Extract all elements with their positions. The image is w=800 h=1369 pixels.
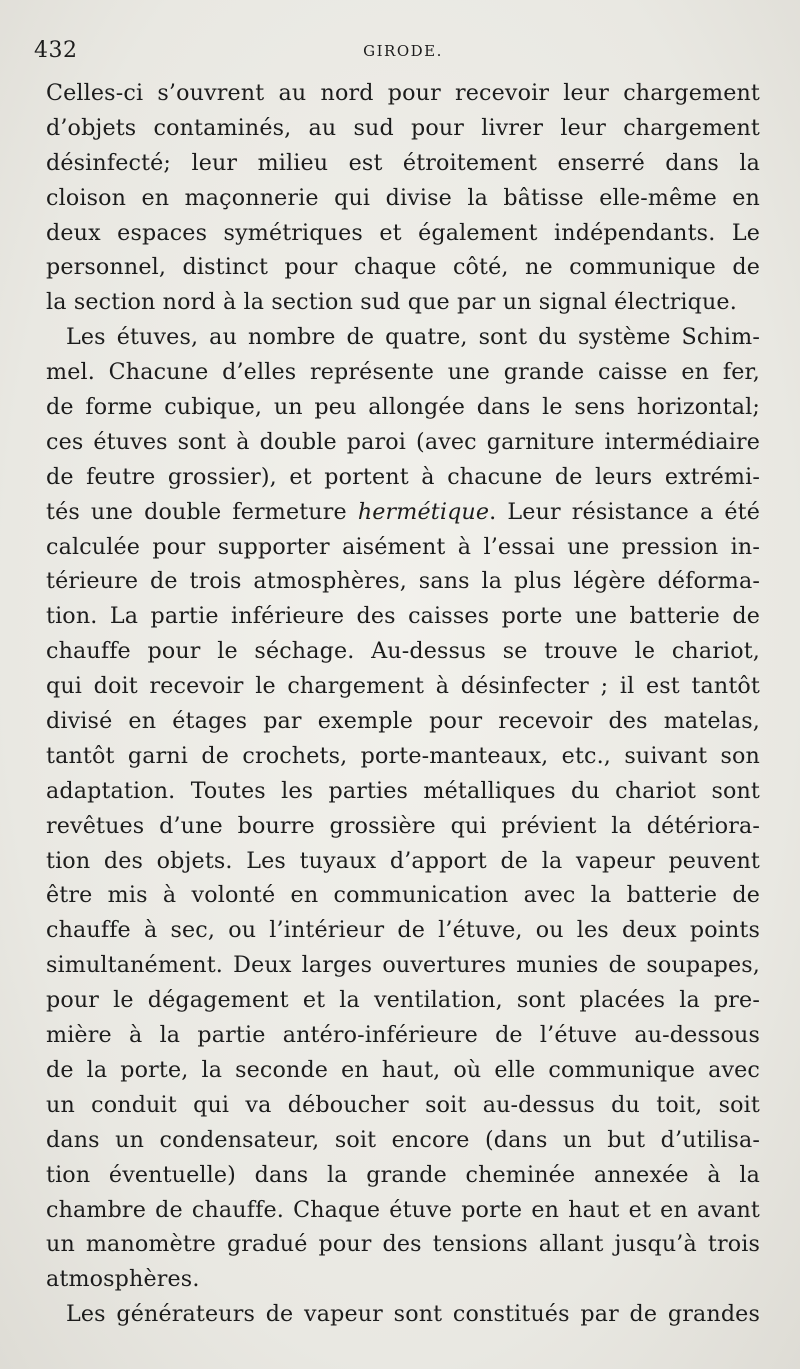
text-line: de la porte, la seconde en haut, où elle communique avec: [46, 1056, 760, 1083]
text-line: mel. Chacune d’elles représente une grande caisse en fer,: [46, 359, 760, 386]
text-line: dans un condensateur, soit encore (dans un but d’utilisa-: [46, 1126, 760, 1153]
text-line: personnel, distinct pour chaque côté, ne communique de: [46, 254, 760, 281]
text-line: qui doit recevoir le chargement à désinfecter ; il est tantôt: [46, 673, 760, 700]
emphasis-word: hermétique: [357, 498, 490, 525]
text-line: mière à la partie antéro-inférieure de l’étuve au-dessous: [46, 1022, 760, 1049]
text-line: la section nord à la section sud que par un signal électrique.: [46, 289, 737, 316]
text-line: Les étuves, au nombre de quatre, sont du système Schim-: [66, 324, 760, 351]
text-line: un conduit qui va déboucher soit au-dessus du toit, soit: [46, 1091, 760, 1118]
text-line-with-emphasis: [46, 495, 760, 530]
text-line: divisé en étages par exemple pour recevoir des matelas,: [46, 708, 760, 735]
text-line: tion. La partie inférieure des caisses porte une batterie de: [46, 603, 760, 630]
text-line: calculée pour supporter aisément à l’essai une pression in-: [46, 533, 760, 560]
page-number: 432: [34, 38, 78, 63]
page-header: [34, 38, 772, 68]
text-line: térieure de trois atmosphères, sans la plus légère déforma-: [46, 568, 760, 595]
text-line: chambre de chauffe. Chaque étuve porte en haut et en avant: [46, 1196, 760, 1223]
text-line: adaptation. Toutes les parties métalliques du chariot sont: [46, 777, 760, 804]
line-segment: . Leur résistance a été: [489, 498, 760, 525]
text-line: revêtues d’une bourre grossière qui prévient la détériora-: [46, 812, 760, 839]
text-line: désinfecté; leur milieu est étroitement enserré dans la: [46, 149, 760, 176]
text-line: atmosphères.: [46, 1266, 200, 1293]
text-line: de feutre grossier), et portent à chacune de leurs extrémi-: [46, 463, 760, 490]
text-line: simultanément. Deux larges ouvertures munies de soupapes,: [46, 952, 760, 979]
text-line: tantôt garni de crochets, porte-manteaux, etc., suivant son: [46, 742, 760, 769]
text-line: être mis à volonté en communication avec la batterie de: [46, 882, 760, 909]
text-line: cloison en maçonnerie qui divise la bâtisse elle-même en: [46, 184, 760, 211]
text-line: un manomètre gradué pour des tensions allant jusqu’à trois: [46, 1231, 760, 1258]
text-line: deux espaces symétriques et également indépendants. Le: [46, 219, 760, 246]
text-line: tion éventuelle) dans la grande cheminée annexée à la: [46, 1161, 760, 1188]
text-line: chauffe pour le séchage. Au-dessus se trouve le chariot,: [46, 638, 760, 665]
line-segment: tés une double fermeture: [46, 498, 347, 525]
running-head: GIRODE.: [363, 42, 443, 60]
text-line: d’objets contaminés, au sud pour livrer leur chargement: [46, 114, 760, 141]
body-text: [46, 76, 760, 1332]
text-line: tion des objets. Les tuyaux d’apport de la vapeur peuvent: [46, 847, 760, 874]
text-line: Celles-ci s’ouvrent au nord pour recevoir leur chargement: [46, 80, 760, 106]
text-line: chauffe à sec, ou l’intérieur de l’étuve, ou les deux points: [46, 917, 760, 944]
text-line: de forme cubique, un peu allongée dans le sens horizontal;: [46, 394, 760, 421]
text-line: ces étuves sont à double paroi (avec garniture intermédiaire: [46, 428, 760, 455]
text-line: Les générateurs de vapeur sont constitués par de grandes: [66, 1301, 760, 1328]
text-line: pour le dégagement et la ventilation, sont placées la pre-: [46, 987, 760, 1014]
